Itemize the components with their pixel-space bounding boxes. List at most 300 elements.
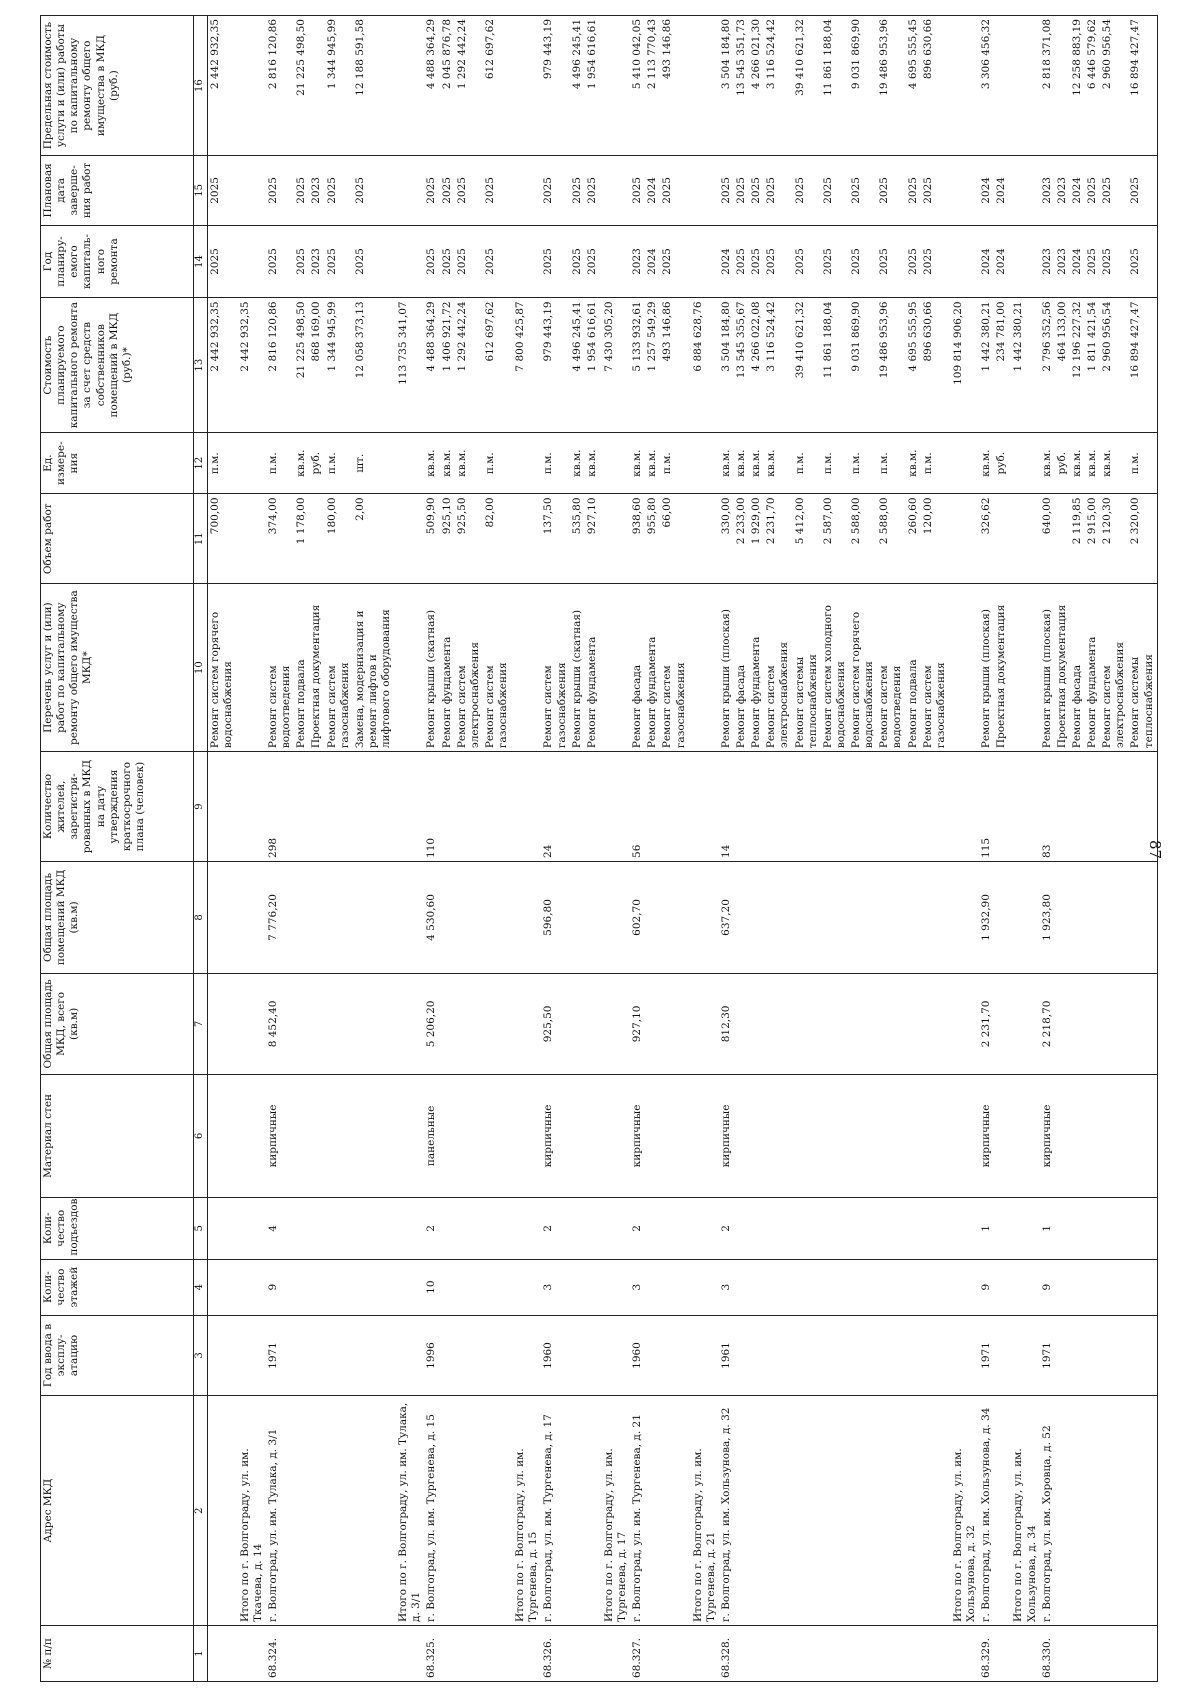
- floors: [440, 1259, 455, 1315]
- completion-date: 2025: [906, 156, 921, 225]
- premises-area: 637,20: [719, 861, 734, 973]
- floors: [921, 1259, 949, 1315]
- empty-cell: [1009, 861, 1039, 973]
- floors: [749, 1259, 764, 1315]
- residents: [325, 752, 353, 862]
- residents: 115: [979, 752, 994, 862]
- entrances: [877, 1198, 905, 1260]
- completion-date: 2025: [424, 156, 439, 225]
- table-row: [309, 16, 324, 1682]
- commission-year: [353, 1315, 394, 1396]
- premises-area: [660, 861, 688, 973]
- entrances: 2: [424, 1198, 439, 1260]
- total-sum: 6 884 628,76: [689, 298, 719, 432]
- address: [994, 1396, 1009, 1626]
- floors: [455, 1259, 483, 1315]
- commission-year: [849, 1315, 877, 1396]
- table-row: [921, 16, 949, 1682]
- completion-date: 2025: [877, 156, 905, 225]
- commission-year: 1996: [424, 1315, 439, 1396]
- residents: [455, 752, 483, 862]
- column-number: 5: [194, 1198, 208, 1260]
- limit-cost: 4 488 364,29: [424, 16, 439, 156]
- empty-cell: [236, 16, 266, 156]
- planned-cost: 4 496 245,41: [570, 298, 585, 432]
- completion-date: 2025: [294, 156, 309, 225]
- unit: кв.м.: [764, 432, 792, 494]
- empty-cell: [511, 1315, 541, 1396]
- column-number: 16: [194, 16, 208, 156]
- work-description: Ремонт подвала: [906, 584, 921, 752]
- work-description: Замена, модернизация и ремонт лифтов и лифтового оборудования: [353, 584, 394, 752]
- floors: 3: [541, 1259, 569, 1315]
- work-volume: 640,00: [1040, 494, 1055, 584]
- premises-area: [645, 861, 660, 973]
- empty-cell: [394, 1074, 424, 1197]
- floors: [821, 1259, 849, 1315]
- premises-area: [294, 861, 309, 973]
- row-number: [1128, 1625, 1157, 1681]
- empty-cell: [1009, 156, 1039, 225]
- limit-cost: 9 031 869,90: [849, 16, 877, 156]
- planned-cost: 16 894 427,47: [1128, 298, 1157, 432]
- work-description: Ремонт фундамента: [1085, 584, 1100, 752]
- empty-cell: [236, 1315, 266, 1396]
- premises-area: [207, 861, 236, 973]
- wall-material: [294, 1074, 309, 1197]
- work-volume: 2 587,00: [821, 494, 849, 584]
- page-number: 87: [1146, 839, 1164, 860]
- empty-cell: [511, 1198, 541, 1260]
- work-description: Ремонт фасада: [734, 584, 749, 752]
- unit: кв.м.: [455, 432, 483, 494]
- address: [660, 1396, 688, 1626]
- entrances: [1085, 1198, 1100, 1260]
- limit-cost: 3 306 456,32: [979, 16, 994, 156]
- unit: шт.: [353, 432, 394, 494]
- column-header: Количество жителей, зарегистри-рованных в МКД на дату утверждения краткосрочного плана (человек): [41, 752, 194, 862]
- row-number: [440, 1625, 455, 1681]
- planned-year: 2023: [630, 225, 645, 298]
- table-row: [1128, 16, 1157, 1682]
- floors: 3: [630, 1259, 645, 1315]
- residents: 24: [541, 752, 569, 862]
- empty-cell: [600, 973, 630, 1074]
- address: [570, 1396, 585, 1626]
- residents: [821, 752, 849, 862]
- column-header: Коли-чество подъездов: [41, 1198, 194, 1260]
- unit: кв.м.: [734, 432, 749, 494]
- planned-cost: 1 257 549,29: [645, 298, 660, 432]
- floors: 9: [266, 1259, 294, 1315]
- work-volume: 925,50: [455, 494, 483, 584]
- unit: п.м.: [921, 432, 949, 494]
- row-number: [660, 1625, 688, 1681]
- residents: [849, 752, 877, 862]
- total-sum: 109 814 906,20: [949, 298, 979, 432]
- total-row: [236, 16, 266, 1682]
- completion-date: 2025: [793, 156, 821, 225]
- limit-cost: 5 410 042,05: [630, 16, 645, 156]
- address: [849, 1396, 877, 1626]
- residents: [921, 752, 949, 862]
- floors: [1085, 1259, 1100, 1315]
- empty-cell: [511, 584, 541, 752]
- total-sum: 113 735 341,07: [394, 298, 424, 432]
- limit-cost: 11 861 188,04: [821, 16, 849, 156]
- premises-area: 1 932,90: [979, 861, 994, 973]
- unit: кв.м.: [440, 432, 455, 494]
- unit: кв.м.: [906, 432, 921, 494]
- table-row: [764, 16, 792, 1682]
- planned-year: 2025: [1100, 225, 1128, 298]
- residents: [906, 752, 921, 862]
- premises-area: 596,80: [541, 861, 569, 973]
- planned-year: 2025: [764, 225, 792, 298]
- total-area: [660, 973, 688, 1074]
- unit: кв.м.: [1040, 432, 1055, 494]
- entrances: [793, 1198, 821, 1260]
- empty-cell: [949, 494, 979, 584]
- column-header: Коли-чество этажей: [41, 1259, 194, 1315]
- residents: [440, 752, 455, 862]
- commission-year: [1055, 1315, 1070, 1396]
- entrances: [207, 1198, 236, 1260]
- completion-date: 2024: [645, 156, 660, 225]
- work-description: Ремонт фундамента: [440, 584, 455, 752]
- limit-cost: 4 695 555,45: [906, 16, 921, 156]
- column-header: Общая площадь МКД, всего (кв.м): [41, 973, 194, 1074]
- work-description: Ремонт фундамента: [645, 584, 660, 752]
- table-row: [821, 16, 849, 1682]
- limit-cost: 2 818 371,08: [1040, 16, 1055, 156]
- completion-date: 2025: [1085, 156, 1100, 225]
- work-volume: 925,10: [440, 494, 455, 584]
- column-number: 12: [194, 432, 208, 494]
- work-volume: 2 119,85: [1070, 494, 1085, 584]
- planned-year: 2025: [877, 225, 905, 298]
- wall-material: [585, 1074, 600, 1197]
- planned-cost: 1 406 921,72: [440, 298, 455, 432]
- total-area: [309, 973, 324, 1074]
- planned-year: 2023: [309, 225, 324, 298]
- unit: кв.м.: [749, 432, 764, 494]
- empty-cell: [236, 861, 266, 973]
- planned-cost: 4 488 364,29: [424, 298, 439, 432]
- table-row: [877, 16, 905, 1682]
- commission-year: [325, 1315, 353, 1396]
- planned-year: 2025: [325, 225, 353, 298]
- table-row: [424, 16, 439, 1682]
- address: [921, 1396, 949, 1626]
- premises-area: [1100, 861, 1128, 973]
- address: г. Волгоград, ул. им. Хользунова, д. 32: [719, 1396, 734, 1626]
- empty-cell: [394, 752, 424, 862]
- premises-area: [764, 861, 792, 973]
- row-number: [849, 1625, 877, 1681]
- total-area: [849, 973, 877, 1074]
- address: [1070, 1396, 1085, 1626]
- work-volume: [1055, 494, 1070, 584]
- planned-year: 2025: [353, 225, 394, 298]
- row-number: [1100, 1625, 1128, 1681]
- work-volume: [309, 494, 324, 584]
- entrances: [353, 1198, 394, 1260]
- entrances: [585, 1198, 600, 1260]
- work-description: Ремонт систем электроснабжения: [764, 584, 792, 752]
- row-number: 68.330.: [1040, 1625, 1055, 1681]
- wall-material: [1128, 1074, 1157, 1197]
- row-number: [921, 1625, 949, 1681]
- wall-material: [1085, 1074, 1100, 1197]
- empty-cell: [394, 494, 424, 584]
- residents: [353, 752, 394, 862]
- commission-year: 1971: [979, 1315, 994, 1396]
- limit-cost: 12 258 883,19: [1070, 16, 1085, 156]
- wall-material: [906, 1074, 921, 1197]
- commission-year: 1971: [266, 1315, 294, 1396]
- completion-date: 2024: [1070, 156, 1085, 225]
- work-description: Ремонт системы теплоснабжения: [1128, 584, 1157, 752]
- wall-material: [793, 1074, 821, 1197]
- table-row: [1100, 16, 1128, 1682]
- total-area: [570, 973, 585, 1074]
- planned-cost: 11 861 188,04: [821, 298, 849, 432]
- commission-year: [906, 1315, 921, 1396]
- floors: [1055, 1259, 1070, 1315]
- planned-cost: 612 697,62: [483, 298, 511, 432]
- work-description: Ремонт систем газоснабжения: [483, 584, 511, 752]
- premises-area: 1 923,80: [1040, 861, 1055, 973]
- residents: [1100, 752, 1128, 862]
- work-volume: 180,00: [325, 494, 353, 584]
- entrances: [749, 1198, 764, 1260]
- unit: п.м.: [1128, 432, 1157, 494]
- floors: [906, 1259, 921, 1315]
- completion-date: 2025: [734, 156, 749, 225]
- planned-year: 2025: [294, 225, 309, 298]
- floors: [570, 1259, 585, 1315]
- empty-cell: [600, 1259, 630, 1315]
- completion-date: 2024: [979, 156, 994, 225]
- commission-year: [749, 1315, 764, 1396]
- commission-year: [994, 1315, 1009, 1396]
- empty-cell: [1009, 1259, 1039, 1315]
- empty-cell: [689, 16, 719, 156]
- residents: [749, 752, 764, 862]
- total-row: [511, 16, 541, 1682]
- total-row: [949, 16, 979, 1682]
- residents: 14: [719, 752, 734, 862]
- empty-cell: [394, 225, 424, 298]
- empty-cell: [689, 584, 719, 752]
- wall-material: [764, 1074, 792, 1197]
- wall-material: [1100, 1074, 1128, 1197]
- planned-cost: 2 796 352,56: [1040, 298, 1055, 432]
- empty-cell: [600, 494, 630, 584]
- limit-cost: 2 816 120,86: [266, 16, 294, 156]
- premises-area: [749, 861, 764, 973]
- row-number: [207, 1625, 236, 1681]
- wall-material: [645, 1074, 660, 1197]
- planned-cost: 979 443,19: [541, 298, 569, 432]
- table-row: [570, 16, 585, 1682]
- row-number: [1055, 1625, 1070, 1681]
- empty-cell: [236, 494, 266, 584]
- wall-material: [440, 1074, 455, 1197]
- completion-date: 2025: [541, 156, 569, 225]
- residents: 56: [630, 752, 645, 862]
- commission-year: [1070, 1315, 1085, 1396]
- column-number: 4: [194, 1259, 208, 1315]
- address: [440, 1396, 455, 1626]
- total-label: Итого по г. Волгограду, ул. им. Хользунова, д. 34: [1009, 1396, 1039, 1626]
- empty-cell: [600, 1074, 630, 1197]
- completion-date: 2025: [821, 156, 849, 225]
- premises-area: [877, 861, 905, 973]
- total-area: [585, 973, 600, 1074]
- empty-cell: [511, 16, 541, 156]
- limit-cost: [1055, 16, 1070, 156]
- empty-cell: [1009, 225, 1039, 298]
- column-header: Ед. измере-ния: [41, 432, 194, 494]
- unit: кв.м.: [294, 432, 309, 494]
- completion-date: 2025: [440, 156, 455, 225]
- unit: руб.: [309, 432, 324, 494]
- work-description: Ремонт систем горячего водоснабжения: [849, 584, 877, 752]
- commission-year: 1971: [1040, 1315, 1055, 1396]
- total-area: [440, 973, 455, 1074]
- empty-cell: [394, 1259, 424, 1315]
- row-number: [764, 1625, 792, 1681]
- wall-material: кирпичные: [541, 1074, 569, 1197]
- column-header: Перечень услуг и (или) работ по капитальному ремонту общего имущества МКД*: [41, 584, 194, 752]
- completion-date: 2025: [266, 156, 294, 225]
- entrances: [440, 1198, 455, 1260]
- empty-cell: [689, 1315, 719, 1396]
- empty-cell: [236, 752, 266, 862]
- limit-cost: [309, 16, 324, 156]
- table-row: [541, 16, 569, 1682]
- entrances: [645, 1198, 660, 1260]
- commission-year: [207, 1315, 236, 1396]
- empty-cell: [600, 156, 630, 225]
- unit: кв.м.: [1100, 432, 1128, 494]
- total-area: [749, 973, 764, 1074]
- address: г. Волгоград, ул. им. Тургенева, д. 17: [541, 1396, 569, 1626]
- address: [294, 1396, 309, 1626]
- work-volume: 120,00: [921, 494, 949, 584]
- completion-date: 2025: [483, 156, 511, 225]
- unit: п.м.: [541, 432, 569, 494]
- commission-year: 1960: [630, 1315, 645, 1396]
- planned-cost: 896 630,66: [921, 298, 949, 432]
- premises-area: [849, 861, 877, 973]
- premises-area: [994, 861, 1009, 973]
- floors: [207, 1259, 236, 1315]
- commission-year: [734, 1315, 749, 1396]
- row-number: [877, 1625, 905, 1681]
- unit: п.м.: [849, 432, 877, 494]
- column-header: Год планиру-емого капиталь-ного ремонта: [41, 225, 194, 298]
- column-header: Адрес МКД: [41, 1396, 194, 1626]
- work-description: Ремонт подвала: [294, 584, 309, 752]
- row-number: [236, 1625, 266, 1681]
- limit-cost: 2 960 956,54: [1100, 16, 1128, 156]
- total-area: [294, 973, 309, 1074]
- total-sum: 1 442 380,21: [1009, 298, 1039, 432]
- premises-area: [906, 861, 921, 973]
- address: г. Волгоград, ул. им. Тулака, д. 3/1: [266, 1396, 294, 1626]
- planned-cost: 39 410 621,32: [793, 298, 821, 432]
- work-description: Ремонт системы теплоснабжения: [793, 584, 821, 752]
- work-volume: 82,00: [483, 494, 511, 584]
- wall-material: [483, 1074, 511, 1197]
- floors: [734, 1259, 749, 1315]
- residents: [994, 752, 1009, 862]
- empty-cell: [949, 16, 979, 156]
- address: [309, 1396, 324, 1626]
- total-area: [734, 973, 749, 1074]
- residents: [570, 752, 585, 862]
- entrances: 2: [719, 1198, 734, 1260]
- column-number: 2: [194, 1396, 208, 1626]
- table-row: [585, 16, 600, 1682]
- floors: 9: [1040, 1259, 1055, 1315]
- work-volume: 2 320,00: [1128, 494, 1157, 584]
- completion-date: 2025: [719, 156, 734, 225]
- work-description: Ремонт систем газоснабжения: [541, 584, 569, 752]
- planned-cost: 9 031 869,90: [849, 298, 877, 432]
- planned-year: 2025: [793, 225, 821, 298]
- planned-year: 2025: [1128, 225, 1157, 298]
- planned-year: 2025: [734, 225, 749, 298]
- planned-year: 2025: [660, 225, 688, 298]
- entrances: [483, 1198, 511, 1260]
- entrances: [455, 1198, 483, 1260]
- empty-cell: [949, 1074, 979, 1197]
- floors: 3: [719, 1259, 734, 1315]
- total-area: [921, 973, 949, 1074]
- completion-date: 2025: [1128, 156, 1157, 225]
- table-row: [1070, 16, 1085, 1682]
- total-area: 8 452,40: [266, 973, 294, 1074]
- entrances: [994, 1198, 1009, 1260]
- work-description: Ремонт крыши (плоская): [979, 584, 994, 752]
- entrances: 2: [541, 1198, 569, 1260]
- premises-area: [921, 861, 949, 973]
- address: [483, 1396, 511, 1626]
- limit-cost: 39 410 621,32: [793, 16, 821, 156]
- planned-year: 2025: [906, 225, 921, 298]
- row-number: [689, 1625, 719, 1681]
- total-sum: 7 800 425,87: [511, 298, 541, 432]
- empty-cell: [394, 156, 424, 225]
- empty-cell: [689, 973, 719, 1074]
- unit: кв.м.: [979, 432, 994, 494]
- empty-cell: [1009, 752, 1039, 862]
- unit: кв.м.: [1085, 432, 1100, 494]
- planned-cost: 1 811 421,54: [1085, 298, 1100, 432]
- row-number: 68.324.: [266, 1625, 294, 1681]
- column-number: 1: [194, 1625, 208, 1681]
- unit: п.м.: [660, 432, 688, 494]
- work-description: Ремонт систем электроснабжения: [1100, 584, 1128, 752]
- row-number: 68.329.: [979, 1625, 994, 1681]
- table-row: [483, 16, 511, 1682]
- address: г. Волгоград, ул. им. Тургенева, д. 15: [424, 1396, 439, 1626]
- empty-cell: [511, 494, 541, 584]
